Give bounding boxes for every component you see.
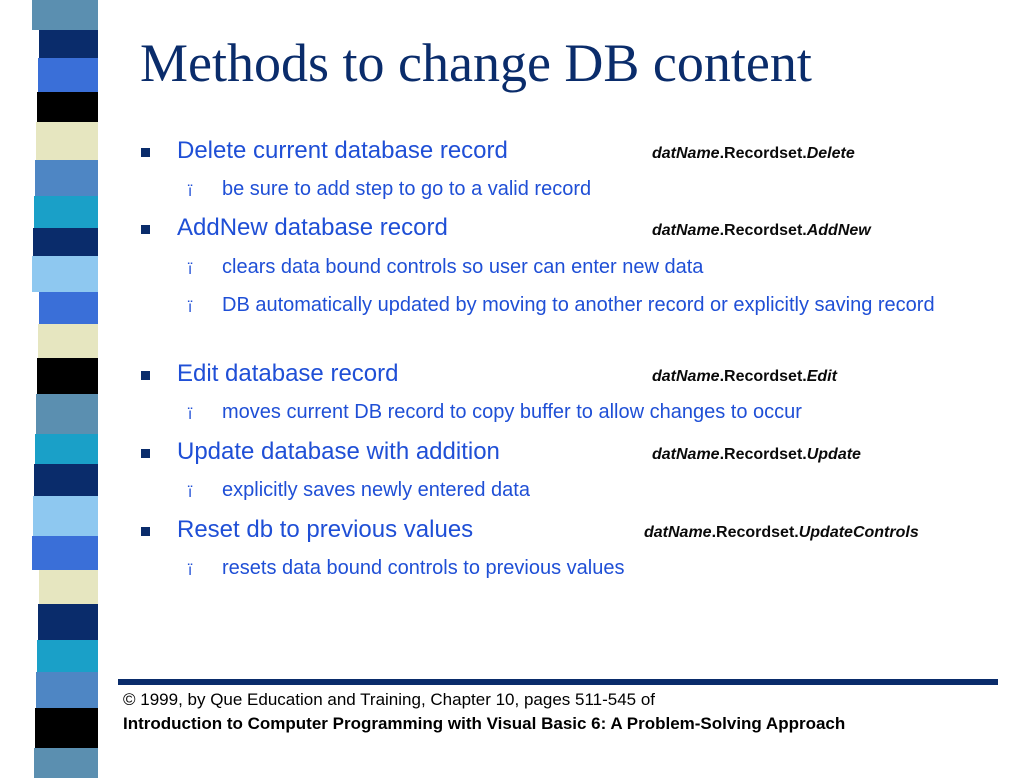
- square-bullet-icon: [141, 449, 150, 458]
- sub-bullet-text: moves current DB record to copy buffer to allow changes to occur: [222, 401, 802, 423]
- bullet-text: Edit database record: [177, 360, 399, 387]
- stripe-block: [38, 324, 98, 358]
- stripe-block: [34, 464, 98, 496]
- sub-bullet-icon: ï: [188, 260, 193, 278]
- stripe-block: [39, 570, 98, 604]
- stripe-block: [34, 196, 98, 228]
- code-snippet: datName.Recordset.UpdateControls: [644, 524, 919, 541]
- stripe-block: [38, 58, 98, 92]
- stripe-block: [36, 672, 98, 708]
- stripe-block: [36, 122, 98, 160]
- footer-book-title: Introduction to Computer Programming with Visual Basic 6: A Problem-Solving Approach: [123, 714, 846, 733]
- stripe-block: [33, 496, 98, 536]
- bullet-text: Reset db to previous values: [177, 516, 474, 543]
- stripe-block: [33, 228, 98, 256]
- stripe-block: [32, 0, 98, 30]
- sub-bullet-icon: ï: [188, 483, 193, 501]
- sub-bullet-text: be sure to add step to go to a valid record: [222, 178, 592, 200]
- footer-copyright: © 1999, by Que Education and Training, Chapter 10, pages 511-545 of: [123, 690, 656, 709]
- sub-bullet-text: DB automatically updated by moving to another record or explicitly saving record: [222, 294, 935, 316]
- stripe-block: [36, 394, 98, 434]
- square-bullet-icon: [141, 148, 150, 157]
- code-snippet: datName.Recordset.Edit: [652, 368, 837, 385]
- decorative-stripe-bar: [0, 0, 105, 768]
- square-bullet-icon: [141, 225, 150, 234]
- sub-bullet-text: explicitly saves newly entered data: [222, 479, 530, 501]
- stripe-block: [34, 748, 98, 778]
- stripe-block: [39, 30, 98, 58]
- bullet-text: Update database with addition: [177, 438, 500, 465]
- code-snippet: datName.Recordset.Delete: [652, 145, 855, 162]
- footer-divider: [118, 679, 998, 685]
- bullet-text: Delete current database record: [177, 137, 508, 164]
- square-bullet-icon: [141, 371, 150, 380]
- code-snippet: datName.Recordset.Update: [652, 446, 861, 463]
- square-bullet-icon: [141, 527, 150, 536]
- sub-bullet-icon: ï: [188, 561, 193, 579]
- stripe-edge: [0, 0, 32, 768]
- stripe-block: [35, 434, 98, 464]
- sub-bullet-icon: ï: [188, 298, 193, 316]
- stripe-block: [37, 92, 98, 122]
- stripe-block: [38, 604, 98, 640]
- sub-bullet-text: resets data bound controls to previous values: [222, 557, 625, 579]
- stripe-blocks: [0, 0, 105, 768]
- slide-title: Methods to change DB content: [140, 33, 812, 93]
- sub-bullet-text: clears data bound controls so user can enter new data: [222, 256, 704, 278]
- stripe-block: [39, 292, 98, 324]
- bullet-text: AddNew database record: [177, 214, 448, 241]
- stripe-block: [37, 640, 98, 672]
- stripe-block: [35, 160, 98, 196]
- stripe-block: [32, 536, 98, 570]
- stripe-block: [35, 708, 98, 748]
- sub-bullet-icon: ï: [188, 405, 193, 423]
- stripe-block: [37, 358, 98, 394]
- sub-bullet-icon: ï: [188, 182, 193, 200]
- stripe-block: [32, 256, 98, 292]
- code-snippet: datName.Recordset.AddNew: [652, 222, 871, 239]
